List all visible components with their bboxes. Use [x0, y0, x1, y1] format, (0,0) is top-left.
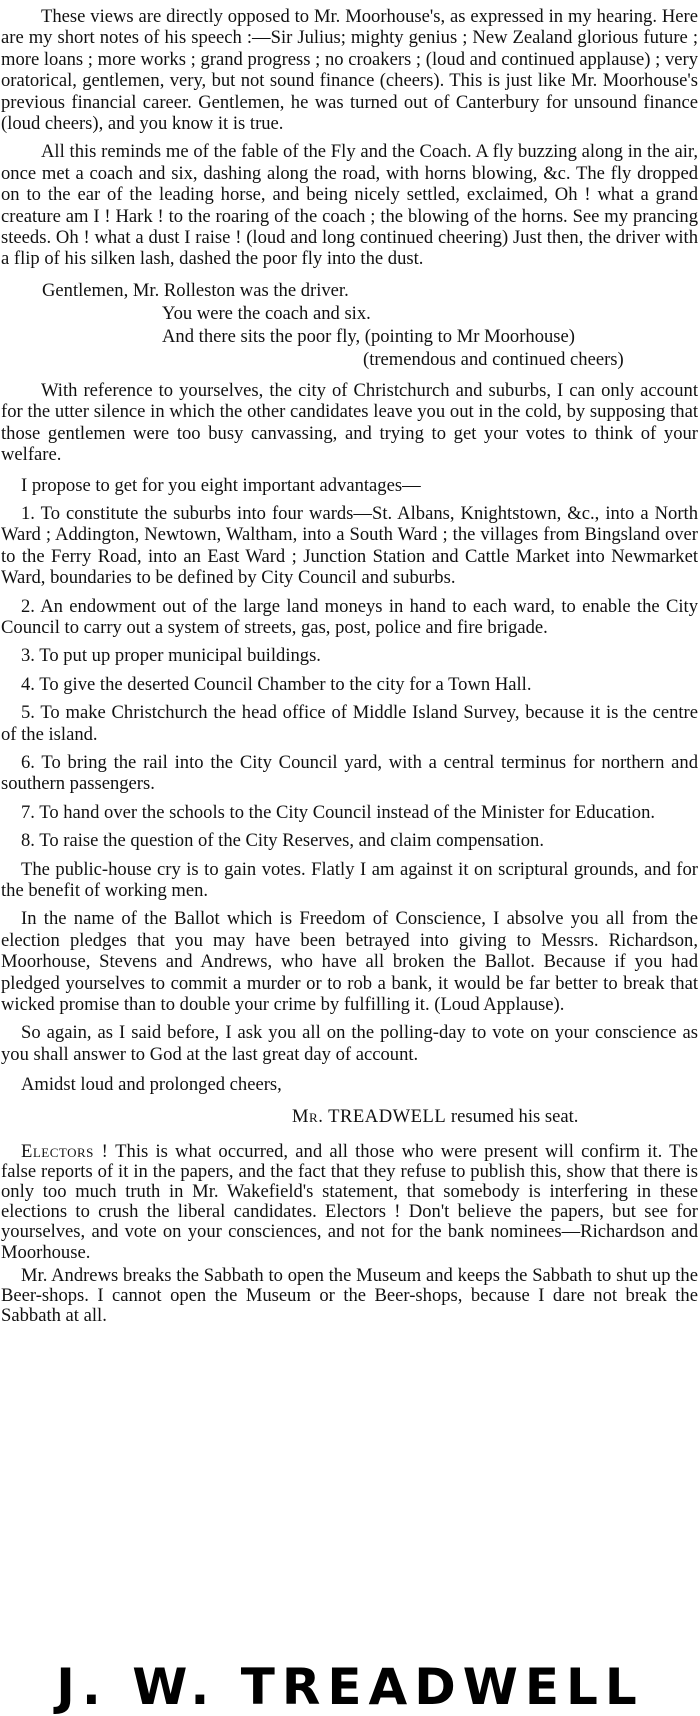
- list-item-8: 8. To raise the question of the City Reserves, and claim compensation.: [21, 830, 544, 852]
- paragraph-sabbath: Mr. Andrews breaks the Sabbath to open the Museum and keeps the Sabbath to shut up the Beer-shops. I cannot open the Museum or the Beer-shops, because I dare not break the Sabbath at all.: [1, 1264, 698, 1327]
- paragraph-public-house: The public-house cry is to gain votes. Flatly I am against it on scriptural grounds, and for the benefit of working men.: [1, 858, 698, 901]
- resumed-seat-line: [1, 1106, 698, 1128]
- list-item-3: 3. To put up proper municipal buildings.: [21, 645, 321, 667]
- list-item-5: 5. To make Christchurch the head office of Middle Island Survey, because it is the centre of the island.: [1, 702, 698, 745]
- electors-lead: Electors !: [21, 1140, 109, 1162]
- paragraph-vote-conscience: So again, as I said before, I ask you all on the polling-day to vote on your conscience as you shall answer to God at the last great day of account.: [1, 1022, 698, 1065]
- list-item-6: 6. To bring the rail into the City Council yard, with a central terminus for northern and southern passengers.: [1, 751, 698, 795]
- verse-line-1: Gentlemen, Mr. Rolleston was the driver.: [42, 279, 349, 301]
- list-item-7: 7. To hand over the schools to the City Council instead of the Minister for Education.: [21, 801, 656, 823]
- list-item-1: 1. To constitute the suburbs into four wards—St. Albans, Knightstown, &c., into a North Ward ; Addington, Newtown, Waltham, into a South Ward ; the villages from Bingsland over to the Ferry Road, into an East Ward ; Junction Station and Cattle Market into Newmarket Ward, boundaries to be defined by City Council and suburbs.: [1, 502, 698, 589]
- verse-block: [1, 279, 698, 371]
- verse-line-2: You were the coach and six.: [162, 302, 371, 324]
- electors-body: This is what occurred, and all those who were present will confirm it. The false reports of it in the papers, and the fact that they refuse to publish this, show that there is only too much truth in Mr. Wakefield's statement, that somebody is interfering in these elections to crush the liberal candidates. Electors ! Don't believe the papers, but see for yourselves, and vote on your consciences, and not for the bank nominees—Richardson and Moorhouse.: [1, 1140, 698, 1263]
- paragraph-ballot: In the name of the Ballot which is Freedom of Conscience, I absolve you all from the election pledges that you may have been betrayed into giving to Messrs. Richardson, Moorhouse, Stevens and Andrews, who have all broken the Ballot. Because if you had pledged yourselves to commit a murder or to rob a bank, it would be far better to break that wicked promise than to double your crime by fulfilling it. (Loud Applause).: [1, 908, 698, 1016]
- signature-name: J. W. TREADWELL: [56, 1658, 644, 1716]
- paragraph-amidst-cheers: Amidst loud and prolonged cheers,: [21, 1074, 282, 1096]
- list-item-4: 4. To give the deserted Council Chamber to the city for a Town Hall.: [21, 673, 532, 695]
- paragraph-christchurch: With reference to yourselves, the city of Christchurch and suburbs, I can only account for the utter silence in which the other candidates leave you out in the cold, by supposing that those gentlemen were too busy canvassing, and trying to get your votes to think of your welfare.: [1, 379, 698, 466]
- paragraph-moorhouse-speech: These views are directly opposed to Mr. Moorhouse's, as expressed in my hearing. Here are my short notes of his speech :—Sir Julius; mighty genius ; New Zealand glorious future ; more loans ; more works ; grand progress ; no croakers ; (loud and continued applause) ; very oratorical, gentlemen, very, but not sound finance (cheers). This is just like Mr. Moorhouse's previous financial career. Gentlemen, he was turned out of Canterbury for unsound finance (loud cheers), and you know it is true.: [1, 6, 698, 135]
- paragraph-fly-and-coach: All this reminds me of the fable of the Fly and the Coach. A fly buzzing along in the air, once met a coach and six, dashing along the road, with horns blowing, &c. The fly dropped on to the ear of the leading horse, and being nicely settled, exclaimed, Oh ! what a grand creature am I ! Hark ! to the roaring of the coach ; the blowing of the horns. See my prancing steeds. Oh ! what a dust I raise ! (loud and long continued cheering) Just then, the driver with a flip of his silken lash, dashed the poor fly into the dust.: [1, 141, 698, 270]
- speaker-name: Mr. TREADWELL: [292, 1105, 447, 1127]
- paragraph-advantages-intro: I propose to get for you eight important advantages—: [21, 474, 421, 496]
- list-item-2: 2. An endowment out of the large land moneys in hand to each ward, to enable the City Council to carry out a system of streets, gas, post, police and fire brigade.: [1, 595, 698, 638]
- resumed-seat-text: resumed his seat.: [446, 1105, 579, 1127]
- verse-line-3: And there sits the poor fly, (pointing to Mr Moorhouse): [162, 325, 575, 347]
- verse-line-4: (tremendous and continued cheers): [363, 348, 624, 370]
- paragraph-electors: [1, 1142, 698, 1263]
